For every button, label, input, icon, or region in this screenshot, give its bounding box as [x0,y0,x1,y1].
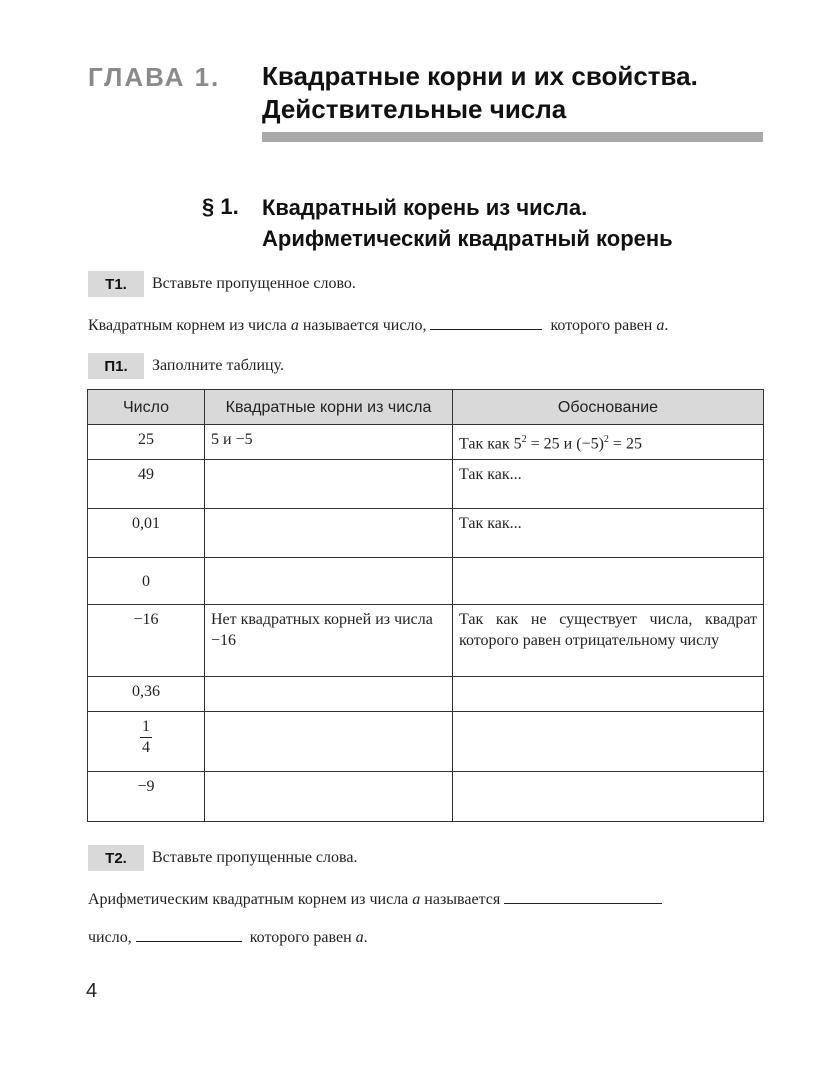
cell-reason[interactable] [453,712,764,772]
task2-text: называется [424,891,501,908]
cell-number: 25 [88,425,205,460]
task1-text-part3: которого равен [550,317,653,334]
task1-text-part2: называется число, [302,317,427,334]
fill-in-blank[interactable] [504,889,662,904]
table-row [88,558,764,605]
table-row [88,425,764,460]
exponent: 2 [521,434,527,445]
chapter-title-line1: Квадратные корни и их свойства. [262,61,698,91]
exponent: 2 [603,434,609,445]
cell-number: 0 [88,558,205,605]
section-title-line2: Арифметический квадратный корень [262,226,673,251]
cell-number: 0,36 [88,677,205,712]
cell-reason[interactable]: Так как не существует числа, квадрат которого равен отрицательному числу [453,605,764,677]
task-p1 [88,353,284,379]
table-row [88,509,764,558]
cell-roots[interactable]: 5 и −5 [205,425,453,460]
table-row [88,677,764,712]
task2-text: которого равен [249,929,352,946]
variable-a: a [290,317,299,334]
reason-text: Так как 5 [459,435,522,453]
cell-number: 0,01 [88,509,205,558]
task1-period: . [664,317,669,334]
fill-in-blank[interactable] [430,315,542,330]
header-number: Число [88,390,205,425]
cell-reason[interactable]: Так как... [453,509,764,558]
task-t2 [88,845,357,871]
cell-roots[interactable]: Нет квадратных корней из числа −16 [205,605,453,677]
table-row [88,460,764,509]
reason-text: = 25 и (−5) [526,435,604,453]
task2-text: число, [88,929,132,946]
variable-a: a [355,929,364,946]
chapter-title [262,60,698,126]
header-roots: Квадратные корни из числа [205,390,453,425]
chapter-title-line2: Действительные числа [262,94,567,124]
cell-number: 49 [88,460,205,509]
task2-text: Арифметическим квадратным корнем из числа [88,891,409,908]
cell-number: −16 [88,605,205,677]
cell-roots[interactable] [205,460,453,509]
task1-sentence [88,315,668,335]
cell-number: −9 [88,772,205,822]
cell-roots[interactable] [205,558,453,605]
fraction-one-quarter [140,717,152,758]
table-header-row [88,390,764,425]
page-number: 4 [86,980,98,1002]
cell-roots[interactable] [205,677,453,712]
cell-reason[interactable] [453,558,764,605]
roots-table [87,389,764,822]
task1-text-part1: Квадратным корнем из числа [88,317,287,334]
task2-period: . [363,929,368,946]
table-row [88,605,764,677]
section-number: § 1. [202,194,239,219]
task-badge-p1: П1. [88,353,144,379]
section-title-line1: Квадратный корень из числа. [262,195,588,220]
cell-reason[interactable] [453,677,764,712]
cell-reason[interactable] [453,772,764,822]
cell-reason[interactable]: Так как... [453,460,764,509]
task-instruction-p1: Заполните таблицу. [152,357,284,374]
task-t1 [88,271,356,297]
fraction-numerator: 1 [142,718,150,735]
variable-a: a [412,891,421,908]
task-badge-t1: Т1. [88,271,144,297]
header-reason: Обоснование [453,390,764,425]
fraction-denominator: 4 [142,739,150,756]
chapter-divider [262,132,763,142]
table-row [88,772,764,822]
table-row [88,712,764,772]
fill-in-blank[interactable] [136,927,242,942]
task2-sentence-line2 [88,927,368,947]
section-title [262,192,673,254]
task-instruction-t1: Вставьте пропущенное слово. [152,275,356,292]
reason-text: = 25 [608,435,642,453]
cell-roots[interactable] [205,772,453,822]
task2-sentence-line1 [88,889,666,909]
task-instruction-t2: Вставьте пропущенные слова. [152,849,358,866]
variable-a: a [656,317,665,334]
cell-number [88,712,205,772]
task-badge-t2: Т2. [88,845,144,871]
cell-roots[interactable] [205,509,453,558]
cell-reason[interactable] [453,425,764,460]
chapter-label: ГЛАВА 1. [88,62,221,92]
cell-roots[interactable] [205,712,453,772]
